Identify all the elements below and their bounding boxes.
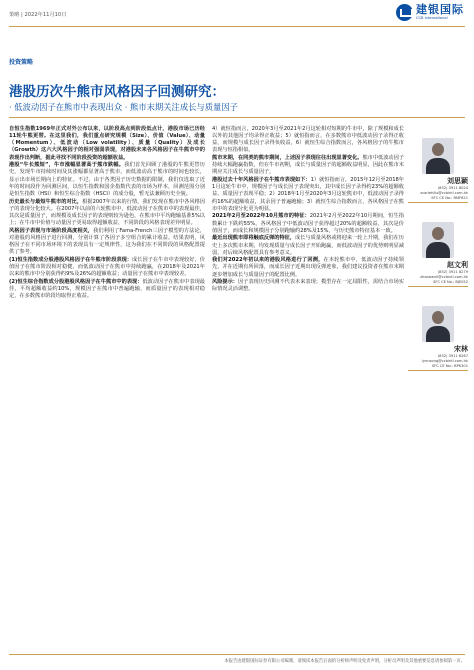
paragraph [212, 279, 404, 293]
paragraph-lead: 港股“牛长熊短”，牛市涨幅显著高于熊市跌幅。 [9, 162, 125, 169]
analyst-cert: SFC CE No.: BJE052 [433, 280, 468, 284]
header [0, 0, 474, 26]
paragraph-text: 熊市中低波动因子持续大幅跑赢指数，但在牛市初期，成长与质量因子的超额收益明显，因此在熊市末期应关注成长与质量因子。 [212, 155, 404, 176]
paragraph-lead: (1)恒生指数成分股港股风格因子在牛熊市阶段表现： [9, 256, 133, 263]
paragraph-text: 成长因子在牛市中表现较好，价值因子在熊市阶段相对稳健，而低波动因子在熊市中持续跑赢，在2018年及2021年以来的熊市中分别获得约9%及26%的超额收益；动量因子在熊市中表现较差。 [9, 256, 205, 278]
analyst-panel [406, 126, 470, 378]
paragraph-text: 我们利用了Fama-French三因子模型的方法论，对港股的风格因子进行回测，分别计算了各因子多空组合的累计收益。结果表明，风格因子在不同市场环境下的表现具有一定规律性，这为我们在不同阶段的风格配置提供了参考。 [9, 227, 205, 256]
paragraph [212, 235, 404, 256]
paragraph-text: 我们首先回顾了港股的牛熊更替历史，发现牛市持续时间及其涨幅都显著高于熊市，而低波动高于熊市的时间也较长，显示出市场长期向上的特征。不过，由于各类因子历史数据的限制，我们仅选取了近年的时间段作为回测区间，以恒生指数和国企指数代表的市场为样本，回测范围分别是恒生指数（HSI）和恒生综合指数（HSCI）的成分股，暂无法兼顾历史全貌。 [9, 162, 205, 197]
paragraph-lead: 最近出现熊市即将触底反弹的特征， [212, 235, 296, 242]
analyst-email[interactable]: scarlettliu@ccbintl.com.hk [420, 191, 468, 195]
left-column [9, 126, 205, 301]
paragraph [9, 228, 205, 257]
analyst-card [406, 210, 470, 294]
logo-en: CCB International [416, 16, 448, 20]
paragraph-text: 在本轮熊市中，低波动因子持续领先，并在近期有所回落，而成长因子近期出现反弹迹象，我们建议投资者在熊市末期逐步增加成长与质量因子的配置比例。 [212, 257, 404, 278]
analyst-phone: (852) 3911 8267 [437, 354, 468, 358]
paragraph [212, 126, 404, 155]
analyst-divider [408, 370, 468, 371]
ccb-logo-icon [396, 4, 413, 21]
analyst-divider [408, 286, 468, 287]
report-date: 2022年11月10日 [24, 12, 67, 18]
paragraph-text: 2021年2月至2022年10月期间，恒生指数累计下跌约55%，各风格因子中低波动因子获得超过20%的超额收益，其次是价值因子，而成长和规模因子分别跑输约28%及15%，与历史熊市特征基本一致。 [212, 213, 404, 234]
analyst-cert: SFC CE No.: BPK301 [431, 364, 468, 368]
ccb-logo [396, 4, 464, 21]
analyst-divider [408, 202, 468, 203]
paragraph-text: 4）就恒指而言，2020年3月至2021年2月这轮相对短期的牛市中，除了规模和成长以外的其他因子均录得正收益；5）就恒指而言，在多数熊市中低波动因子录得正收益，而规模与成长因子录得负收益，6）就恒生综合指数而言，各风格因子的牛熊市表现与恒指相似。 [212, 126, 404, 154]
analyst-phone: (852) 3911 8024 [437, 186, 468, 190]
paragraph [9, 279, 205, 300]
title-divider [9, 117, 465, 118]
analyst-card [406, 294, 470, 378]
paragraph [212, 177, 404, 213]
logo-cn: 建银国际 [416, 3, 464, 16]
analyst-name: 赵文利 [447, 261, 468, 269]
report-meta [9, 11, 66, 18]
report-title: 港股历次牛熊市风格因子回测研究： [9, 84, 225, 100]
middle-column [212, 126, 404, 294]
footer-disclaimer: 本报告由建银国际证券有限公司编制，请阅读本报告后面的分析师声明及免责声明，分析员声明及其他重要信息请参阅第一页。 [224, 659, 465, 664]
analyst-name: 宋林 [454, 345, 468, 353]
report-category: 策略 [9, 12, 20, 18]
paragraph-lead: 港股过去十年风格因子在牛熊市表现如下： [212, 177, 311, 184]
paragraph-lead: 2021年2月至2022年10月熊市的特征： [212, 213, 310, 220]
paragraph [9, 162, 205, 198]
analyst-cert: SFC CE No.: BMF621 [431, 196, 468, 200]
paragraph [212, 257, 404, 278]
paragraph-lead: 我们对2022年初以来的港股风格进行了回测， [212, 257, 324, 264]
footer-divider [9, 654, 465, 655]
paragraph [9, 126, 205, 162]
header-divider [9, 26, 465, 27]
paragraph [9, 199, 205, 228]
analyst-photo [422, 306, 454, 342]
paragraph-text: 低波动因子在熊市中表现最佳，平均超额收益约10%，规模因子在熊市中普遍跑输，而质量因子的表现相对稳定，在多数熊市阶段均取得正收益。 [9, 278, 205, 300]
analyst-photo [422, 222, 454, 258]
paragraph-lead: 历史最长与最短牛熊市的对比， [9, 198, 83, 205]
paragraph-lead: (2)恒生综合指数成分股港股风格因子在牛熊市中的表现： [9, 278, 143, 285]
analyst-card [406, 126, 470, 210]
paragraph-text: 因子表现历史回测不代表未来表现；模型存在一定局限性，需结合市场实际情况灵活调整。 [212, 279, 404, 293]
analyst-email[interactable]: lynnsong@ccbintl.com.hk [421, 359, 468, 363]
analyst-photo [422, 138, 454, 174]
report-subtitle: · 低波动因子在熊市中表现出众 · 熊市末期关注成长与质量因子 [9, 102, 238, 112]
paragraph-text: 自恒生指数1969年正式对外公布以来，以阶段高点到阶段低点计，港股市场已历经11轮牛熊更替。在这里我们，我们重点研究规模（Size）、价值（Value）、动量（Momentum）、低波动（Low volatility）、质量（Quality）及成长（Growth）这六大风格因子的相对强弱表现，对港股未来各风格因子在牛熊市中的表现作出判断，据此寻找不同阶段投资的超额收益。 [9, 126, 205, 161]
paragraph [212, 213, 404, 234]
paragraph-lead: 风险提示： [212, 279, 238, 286]
paragraph [9, 257, 205, 278]
paragraph-lead: 熊市末期，在同类的熊市期间，上述因子表现往往出现显著变化。 [212, 155, 363, 162]
analyst-name: 刘思颖 [447, 177, 468, 185]
section-tag: 投资策略 [9, 59, 34, 66]
paragraph-text: 根据2007年以来的行情，我们发现在熊市中各风格因子的表现分化较大。在2007年以前的六轮熊市中，低波动因子在熊市中的表现最佳，其次是质量因子，而规模及成长因子的表现则较为逊色，在熊市中平均跑输基准5%以上；在牛市中价值与动量因子更易取得超额收益，不同阶段的风格表现差异明显。 [9, 198, 205, 227]
paragraph-lead: 风格因子表现与市场阶段高度相关， [9, 227, 94, 234]
analyst-email[interactable]: zhaowenli@ccbintl.com.hk [420, 275, 468, 279]
paragraph-text: 成长与质量风格或将迎来一轮上升期，我们在历史上多次熊市末期，均发现质量与成长因子开始跑赢，而低波动因子的优势则明显减弱，对后续风格配置具有参考意义。 [212, 235, 404, 256]
meta-separator: | [21, 12, 23, 18]
paragraph [212, 155, 404, 176]
paragraph-text: 1）就恒指而言，2015年12月至2018年1月这轮牛市中，规模因子与成长因子表现突出，其中成长因子录得约23%的超额收益，质量因子表现平稳；2）2018年1月至2020年3月这轮熊市中，低波动因子录得约16%的超额收益，其余因子普遍跑输；3）就恒生综合指数而言，各风格因子在熊市中的表现分化更为明显。 [212, 177, 404, 212]
analyst-phone: (852) 3911 8279 [437, 270, 468, 274]
